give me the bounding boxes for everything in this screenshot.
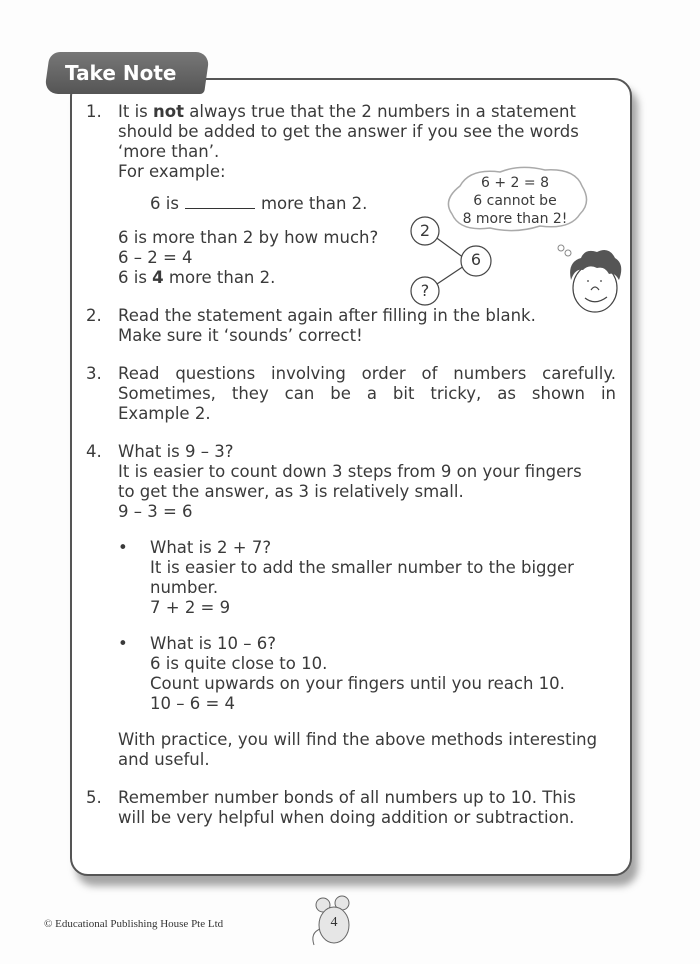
item-number: 3. [86, 364, 102, 383]
work-line: 6 – 2 = 4 [118, 248, 193, 267]
item-number: 2. [86, 306, 102, 325]
take-note-header [44, 52, 210, 94]
note-item-2 [86, 306, 616, 346]
boy-face-icon [555, 240, 625, 315]
header-title: Take Note [65, 61, 177, 85]
item-text: What is 9 – 3? [118, 442, 234, 461]
bubble-line: 8 more than 2! [462, 211, 568, 227]
bullet-dot: • [118, 634, 128, 653]
work-line: 6 is more than 2 by how much? [118, 228, 379, 247]
closing-text: and useful. [118, 750, 210, 769]
copyright-text: © Educational Publishing House Pte Ltd [44, 918, 224, 930]
page-number-mouse [308, 895, 362, 949]
bond-whole: 6 [470, 250, 482, 269]
number-bond-diagram [408, 214, 498, 308]
item-text: It is not always true that the 2 numbers in a statement [118, 102, 576, 121]
item-text: Read the statement again after filling in the blank. [118, 306, 536, 325]
bullet-item: • What is 2 + 7? It is easier to add the smaller number to the bigger number. 7 + 2 = 9 [118, 538, 574, 617]
bubble-line: 6 cannot be [473, 193, 557, 209]
closing-text: With practice, you will find the above methods interesting [118, 730, 598, 749]
item-text: It is easier to count down 3 steps from 9 on your fingers [118, 462, 582, 481]
item-text: will be very helpful when doing addition or subtraction. [118, 808, 575, 827]
item-number: 5. [86, 788, 102, 807]
note-item-4 [86, 442, 616, 770]
bullet-dot: • [118, 538, 128, 557]
boy-face-illustration [555, 240, 625, 315]
item-text: 9 – 3 = 6 [118, 502, 193, 521]
bullet-item: • What is 10 – 6? 6 is quite close to 10. Count upwards on your fingers until you reach 10. 10 – 6 = 4 [118, 634, 565, 713]
item-text: Make sure it ‘sounds’ correct! [118, 326, 363, 345]
item-text: to get the answer, as 3 is relatively small. [118, 482, 464, 501]
item-number: 1. [86, 102, 102, 121]
bond-part-a: 2 [419, 221, 431, 240]
bond-part-b: ? [420, 281, 430, 300]
item-text: Sometimes, they can be a bit tricky, as shown in [118, 384, 616, 403]
item-text: For example: [118, 162, 226, 181]
page-number: 4 [330, 915, 338, 930]
item-text: Remember number bonds of all numbers up to 10. This [118, 788, 576, 807]
note-item-3 [86, 364, 616, 424]
bubble-line: 6 + 2 = 8 [481, 175, 549, 191]
item-text: ‘more than’. [118, 142, 220, 161]
item-number: 4. [86, 442, 102, 461]
conclusion-line: 6 is 4 more than 2. [118, 268, 276, 287]
item-text: Example 2. [118, 404, 211, 423]
note-item-5 [86, 788, 616, 828]
item-text: Read questions involving order of numbers carefully. [118, 364, 616, 383]
answer-blank [185, 196, 255, 209]
fill-in-example: 6 is more than 2. [150, 194, 368, 213]
item-text: should be added to get the answer if you see the words [118, 122, 579, 141]
